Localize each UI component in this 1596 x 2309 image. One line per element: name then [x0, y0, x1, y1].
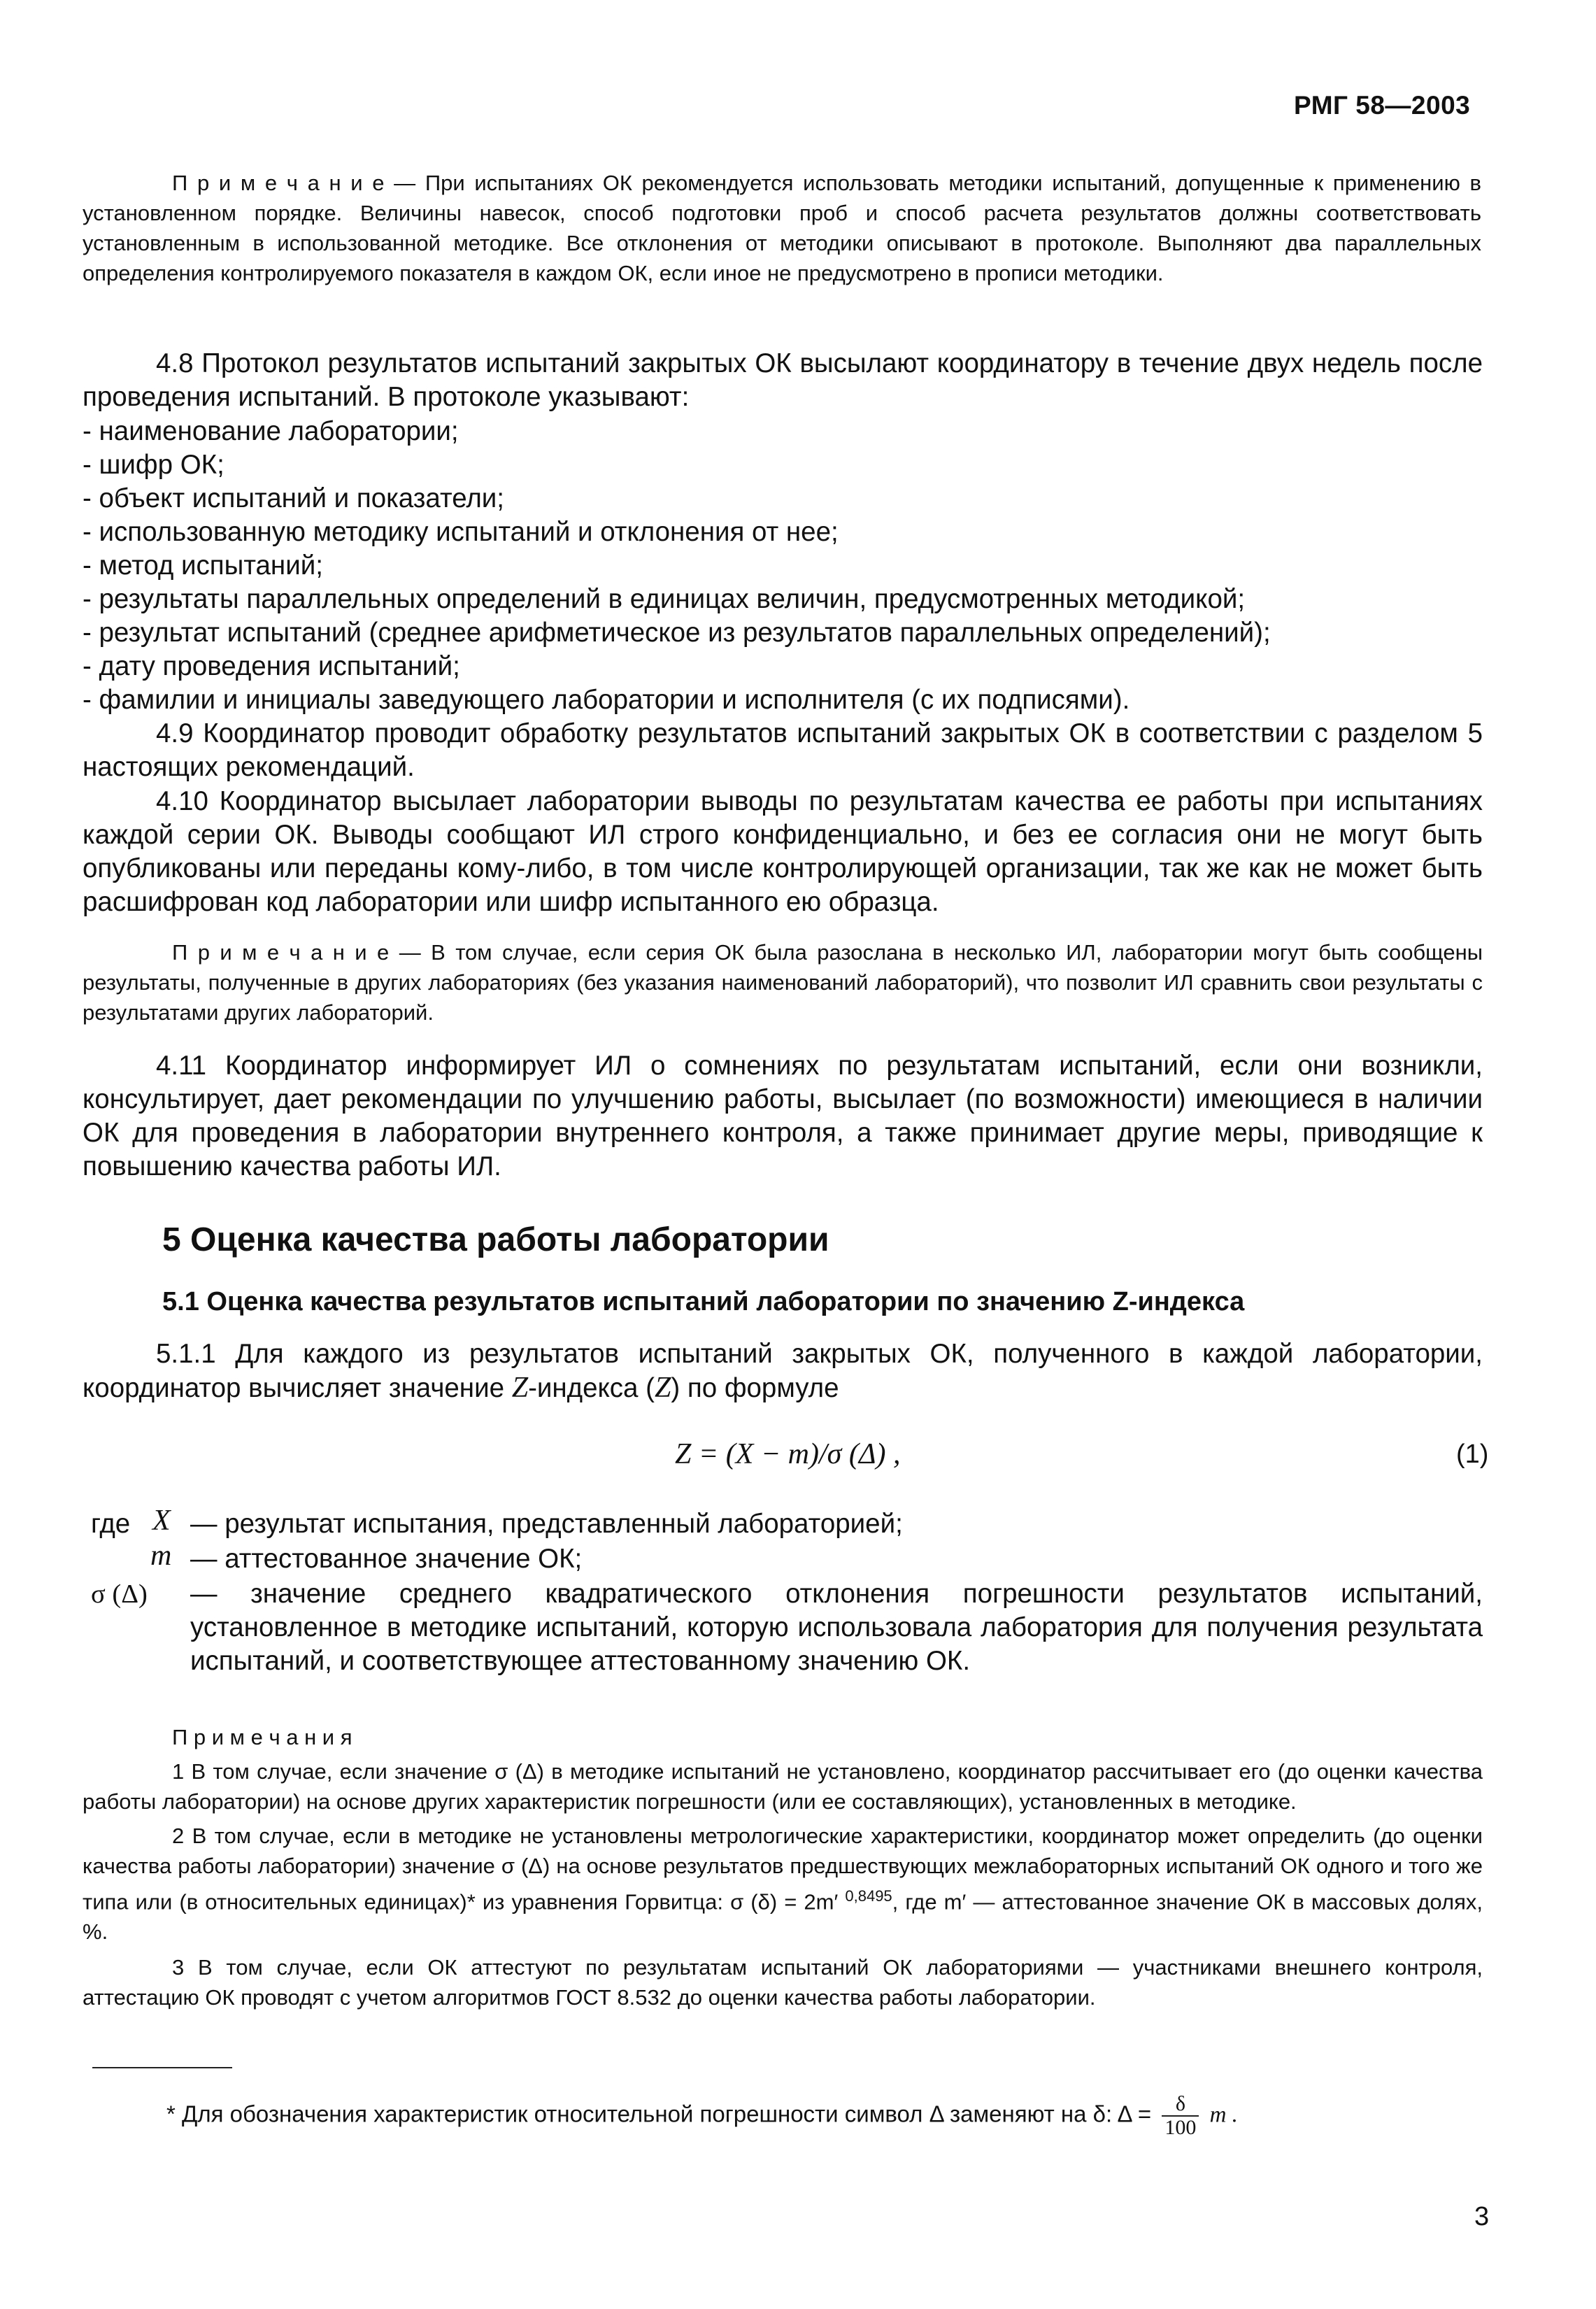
list-item: - метод испытаний; — [83, 550, 323, 581]
list-item: - объект испытаний и показатели; — [83, 483, 504, 513]
document-code: РМГ 58—2003 — [1294, 91, 1471, 120]
paragraph-5-1-1: 5.1.1 Для каждого из результатов испытаний закрытых ОК, полученного в каждой лаборатории, координатор вычисляет значение Z-индекса (Z) по формуле — [83, 1339, 1483, 1404]
paragraph-4-8: 4.8 Протокол результатов испытаний закрытых ОК высылают координатору в течение двух недель после проведения испытаний. В протоколе указывают: — [83, 348, 1483, 412]
list-item: - использованную методику испытаний и отклонения от нее; — [83, 517, 839, 547]
def-symbol: X — [152, 1505, 171, 1537]
note-2-label: П р и м е ч а н и е — [172, 940, 390, 965]
footnote: * Для обозначения характеристик относительной погрешности символ Δ заменяют на δ: Δ = $\frac{\delta}{100}$ m . — [166, 2092, 1238, 2139]
note-item: 1 В том случае, если значение σ (Δ) в методике испытаний не установлено, координатор рассчитывает его (до оценки качества работы лаборатории) на основе других характеристик погрешности (или ее составляющих), установленных в методике. — [83, 1759, 1483, 1814]
def-text: — значение среднего квадратического отклонения погрешности результатов испытаний, установленное в методике испытаний, которую использовала лаборатория для получения результата испытаний, и соответствующее аттестованному значению ОК. — [190, 1579, 1483, 1676]
list-item: - фамилии и инициалы заведующего лаборатории и исполнителя (с их подписями). — [83, 685, 1130, 715]
def-symbol: σ (Δ) — [91, 1579, 148, 1609]
section-5-heading: 5 Оценка качества работы лаборатории — [162, 1221, 829, 1258]
list-item: - результат испытаний (среднее арифметическое из результатов параллельных определений); — [83, 618, 1271, 648]
note-2 — [83, 937, 1483, 1028]
paragraph-4-9: 4.9 Координатор проводит обработку результатов испытаний закрытых ОК в соответствии с разделом 5 настоящих рекомендаций. — [83, 718, 1483, 782]
note-item: 2 В том случае, если в методике не установлены метрологические характеристики, координатор может определить (до оценки качества работы лаборатории) значение σ (Δ) на основе результатов предшествующих межлабораторных испытаний ОК одного и того же типа или (в относительных единицах)* из уравнения Горвитца: σ (δ) = 2m′ $^{0,8495}$, где m′ — аттестованное значение ОК в массовых долях, %. — [83, 1824, 1483, 1945]
list-item: - шифр ОК; — [83, 450, 225, 480]
footnote-fraction: $\frac{\delta}{100}$ — [1162, 2093, 1199, 2139]
note-2-text: — В том случае, если серия ОК была разослана в несколько ИЛ, лаборатории могут быть сообщены результаты, полученные в других лабораториях (без указания наименований лабораторий), что позволит ИЛ сравнить свои результаты с результатами других лабораторий. — [83, 940, 1483, 1025]
def-symbol: m — [150, 1540, 172, 1572]
def-text: — результат испытания, представленный лабораторией; — [190, 1509, 903, 1539]
list-item: - наименование лаборатории; — [83, 416, 459, 446]
protocol-list — [83, 415, 1483, 717]
def-text: — аттестованное значение ОК; — [190, 1544, 583, 1574]
formula-number: (1) — [1456, 1440, 1489, 1469]
notes-block — [83, 1722, 1483, 2012]
note-item: 3 В том случае, если ОК аттестуют по результатам испытаний ОК лабораториями — участниками внешнего контроля, аттестацию ОК проводят с учетом алгоритмов ГОСТ 8.532 до оценки качества работы лаборатории. — [83, 1955, 1483, 2010]
notes-label: П р и м е ч а н и я — [172, 1725, 352, 1749]
footnote-rule — [92, 2067, 232, 2068]
formula-z-index: Z = (X − m)/σ (Δ) , — [675, 1438, 901, 1470]
page-number: 3 — [1474, 2202, 1490, 2231]
note-1-text: — При испытаниях ОК рекомендуется использовать методики испытаний, допущенные к применению в установленном порядке. Величины навесок, способ подготовки проб и способ расчета результатов должны соответствовать установленным в использованной методике. Все отклонения от методики описывают в протоколе. Выполняют два параллельных определения контролируемого показателя в каждом ОК, если иное не предусмотрено в прописи методики. — [83, 171, 1481, 285]
note-1 — [83, 168, 1481, 288]
section-5-1-heading: 5.1 Оценка качества результатов испытаний лаборатории по значению Z-индекса — [162, 1287, 1245, 1316]
note-1-label: П р и м е ч а н и е — [172, 171, 385, 195]
list-item: - результаты параллельных определений в единицах величин, предусмотренных методикой; — [83, 584, 1246, 614]
paragraph-4-11: 4.11 Координатор информирует ИЛ о сомнениях по результатам испытаний, если они возникли, консультирует, дает рекомендации по улучшению работы, высылает (по возможности) имеющиеся в наличии ОК для проведения в лаборатории внутреннего контроля, а также принимает другие меры, приводящие к повышению качества работы ИЛ. — [83, 1051, 1483, 1181]
where-label: где — [91, 1509, 131, 1539]
list-item: - дату проведения испытаний; — [83, 651, 460, 681]
paragraph-4-10: 4.10 Координатор высылает лаборатории выводы по результатам качества ее работы при испытаниях каждой серии ОК. Выводы сообщают ИЛ строго конфиденциально, и без ее согласия они не могут быть опубликованы или переданы кому-либо, в том числе контролирующей организации, так же как не может быть расшифрован код лаборатории или шифр испытанного ею образца. — [83, 786, 1483, 917]
